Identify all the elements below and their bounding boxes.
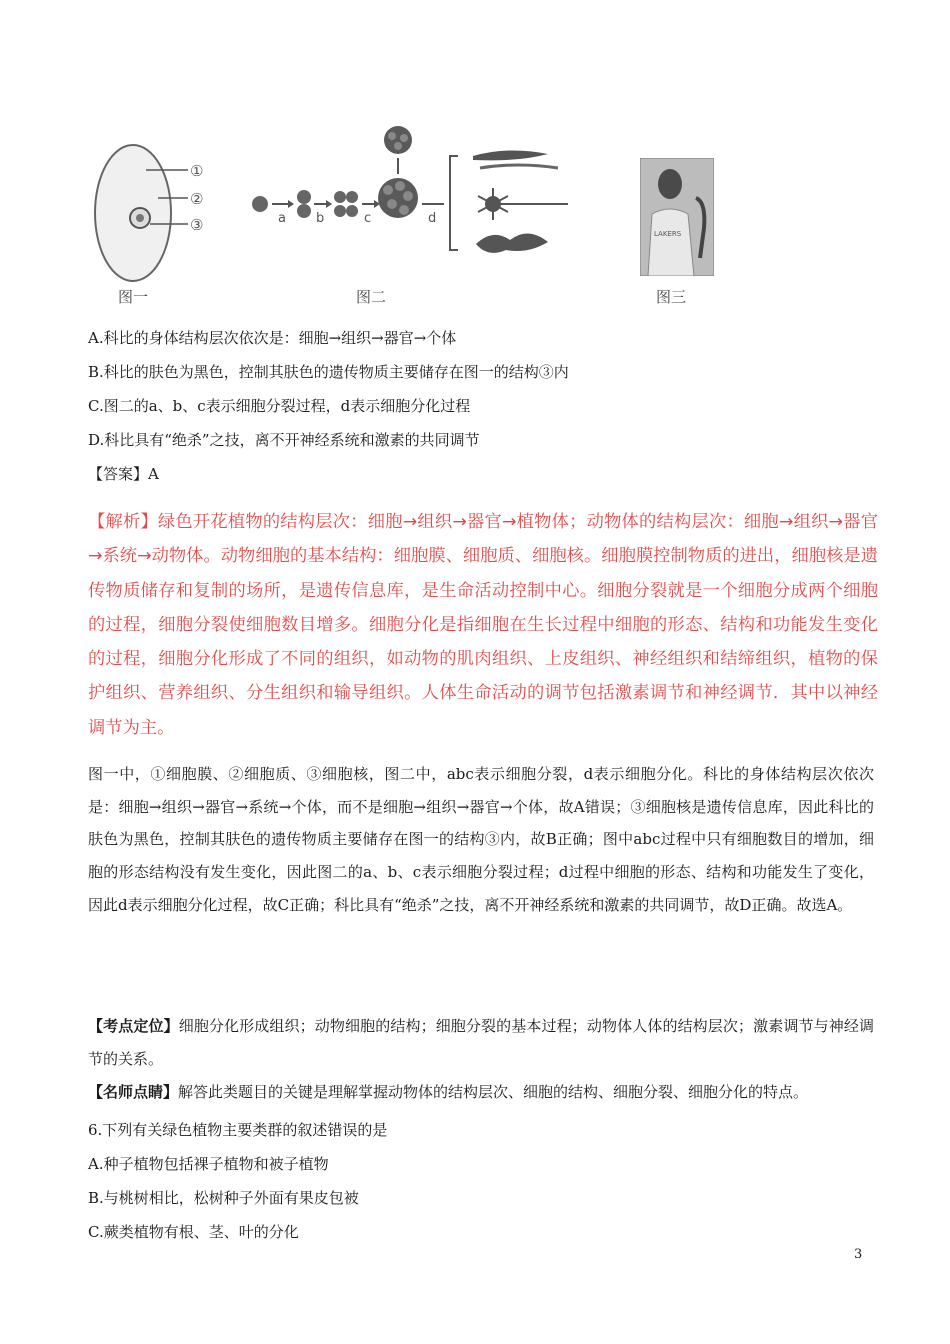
figure-row xyxy=(88,118,728,318)
mingshi-text: 解答此类题目的关键是理解掌握动物体的结构层次、细胞的结构、细胞分裂、细胞分化的特点。 xyxy=(178,1083,809,1101)
player-photo xyxy=(640,158,714,276)
q6-option-b: B.与桃树相比，松树种子外面有果皮包被 xyxy=(88,1189,359,1207)
option-d: D.科比具有“绝杀”之技，离不开神经系统和激素的共同调节 xyxy=(88,431,480,449)
step-c: c xyxy=(364,211,372,226)
analysis-paragraph: 【解析】绿色开花植物的结构层次：细胞→组织→器官→植物体；动物体的结构层次：细胞→组织→器官→系统→动物体。动物细胞的基本结构：细胞膜、细胞质、细胞核。细胞膜控制物质的进出，细胞核是遗传物质储存和复制的场所，是遗传信息库，是生命活动控制中心。细胞分裂就是一个细胞分成两个细胞的过程，细胞分裂使细胞数目增多。细胞分化是指细胞在生长过程中细胞的形态、结构和功能发生变化的过程，细胞分化形成了不同的组织，如动物的肌肉组织、上皮组织、神经组织和结缔组织，植物的保护组织、营养组织、分生组织和输导组织。人体生命活动的调节包括激素调节和神经调节．其中以神经调节为主。 xyxy=(88,512,878,738)
step-b: b xyxy=(316,211,325,226)
kaodian-tag: 【考点定位】 xyxy=(88,1017,179,1035)
fig3-label: 图三 xyxy=(656,288,687,306)
q6-option-c: C.蕨类植物有根、茎、叶的分化 xyxy=(88,1223,299,1241)
step-d: d xyxy=(428,211,437,226)
explanation-paragraph: 图一中，①细胞膜、②细胞质、③细胞核，图二中，abc表示细胞分裂，d表示细胞分化。科比的身体结构层次依次是：细胞→组织→器官→系统→个体，而不是细胞→组织→器官→个体，故A错误；③细胞核是遗传信息库，因此科比的肤色为黑色，控制其肤色的遗传物质主要储存在图一的结构③内，故B正确；图中abc过程中只有细胞数目的增加，细胞的形态结构没有发生变化，因此图二的a、b、c表示细胞分裂过程；d过程中细胞的形态、结构和功能发生了变化，因此d表示细胞分化过程，故C正确；科比具有“绝杀”之技，离不开神经系统和激素的共同调节，故D正确。故选A。 xyxy=(88,765,874,914)
q6-option-a: A.种子植物包括裸子植物和被子植物 xyxy=(88,1155,329,1173)
marker-3: ③ xyxy=(190,216,204,234)
cell-diagram xyxy=(88,118,228,318)
fig1-label: 图一 xyxy=(118,288,149,306)
kaodian-text: 细胞分化形成组织；动物细胞的结构；细胞分裂的基本过程；动物体人体的结构层次；激素调节与神经调节的关系。 xyxy=(88,1017,874,1068)
fig2-label: 图二 xyxy=(356,288,387,306)
mingshi-tag: 【名师点睛】 xyxy=(88,1083,179,1101)
option-a: A.科比的身体结构层次依次是：细胞→组织→器官→个体 xyxy=(88,329,457,347)
marker-2: ② xyxy=(190,190,204,208)
answer: 【答案】A xyxy=(88,465,159,483)
cell-division-diagram xyxy=(248,118,588,318)
kaodian-paragraph xyxy=(88,1010,874,1075)
mingshi-paragraph xyxy=(88,1076,874,1109)
q6-stem: 6.下列有关绿色植物主要类群的叙述错误的是 xyxy=(88,1121,388,1139)
marker-1: ① xyxy=(190,162,204,180)
page-number: 3 xyxy=(854,1247,863,1262)
shirt-text: LAKERS xyxy=(654,230,682,238)
option-b: B.科比的肤色为黑色，控制其肤色的遗传物质主要储存在图一的结构③内 xyxy=(88,363,569,381)
option-c: C.图二的a、b、c表示细胞分裂过程，d表示细胞分化过程 xyxy=(88,397,471,415)
step-a: a xyxy=(278,211,286,226)
